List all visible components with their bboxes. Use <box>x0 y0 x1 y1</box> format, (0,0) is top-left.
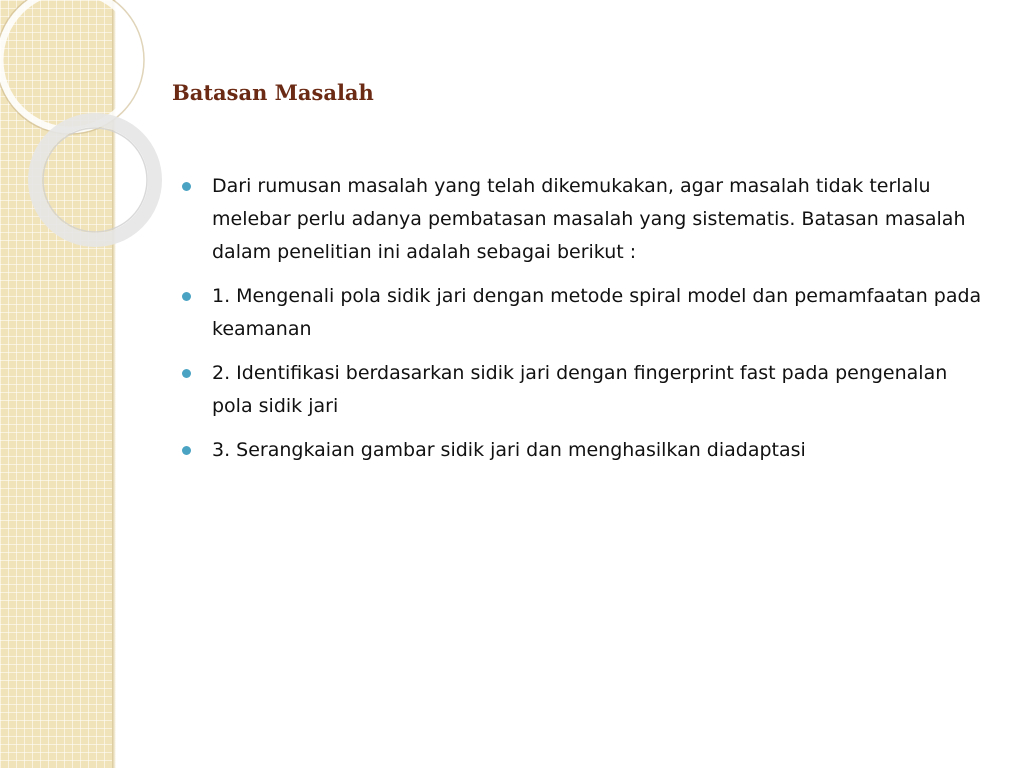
ring-small <box>35 120 155 240</box>
list-item <box>182 434 982 467</box>
bullet-dot-icon <box>182 292 191 301</box>
bullet-dot-icon <box>182 446 191 455</box>
list-item <box>182 280 982 346</box>
bullet-text: 3. Serangkaian gambar sidik jari dan menghasilkan diadaptasi <box>212 439 806 461</box>
bullet-dot-icon <box>182 182 191 191</box>
ring-small-inner <box>43 128 147 232</box>
decorative-rings <box>0 0 200 260</box>
slide-title: Batasan Masalah <box>172 80 374 105</box>
bullet-text: 1. Mengenali pola sidik jari dengan metode spiral model dan pemamfaatan pada keamanan <box>212 285 982 340</box>
bullet-text: Dari rumusan masalah yang telah dikemukakan, agar masalah tidak terlalu melebar perlu adanya pembatasan masalah yang sistematis. Batasan masalah dalam penelitian ini adalah sebagai berikut : <box>212 175 966 263</box>
list-item <box>182 357 982 423</box>
list-item <box>182 170 982 269</box>
bullet-dot-icon <box>182 369 191 378</box>
bullet-text: 2. Identifikasi berdasarkan sidik jari dengan fingerprint fast pada pengenalan pola sidik jari <box>212 362 948 417</box>
ring-large <box>0 0 140 130</box>
bullet-list <box>182 170 982 478</box>
